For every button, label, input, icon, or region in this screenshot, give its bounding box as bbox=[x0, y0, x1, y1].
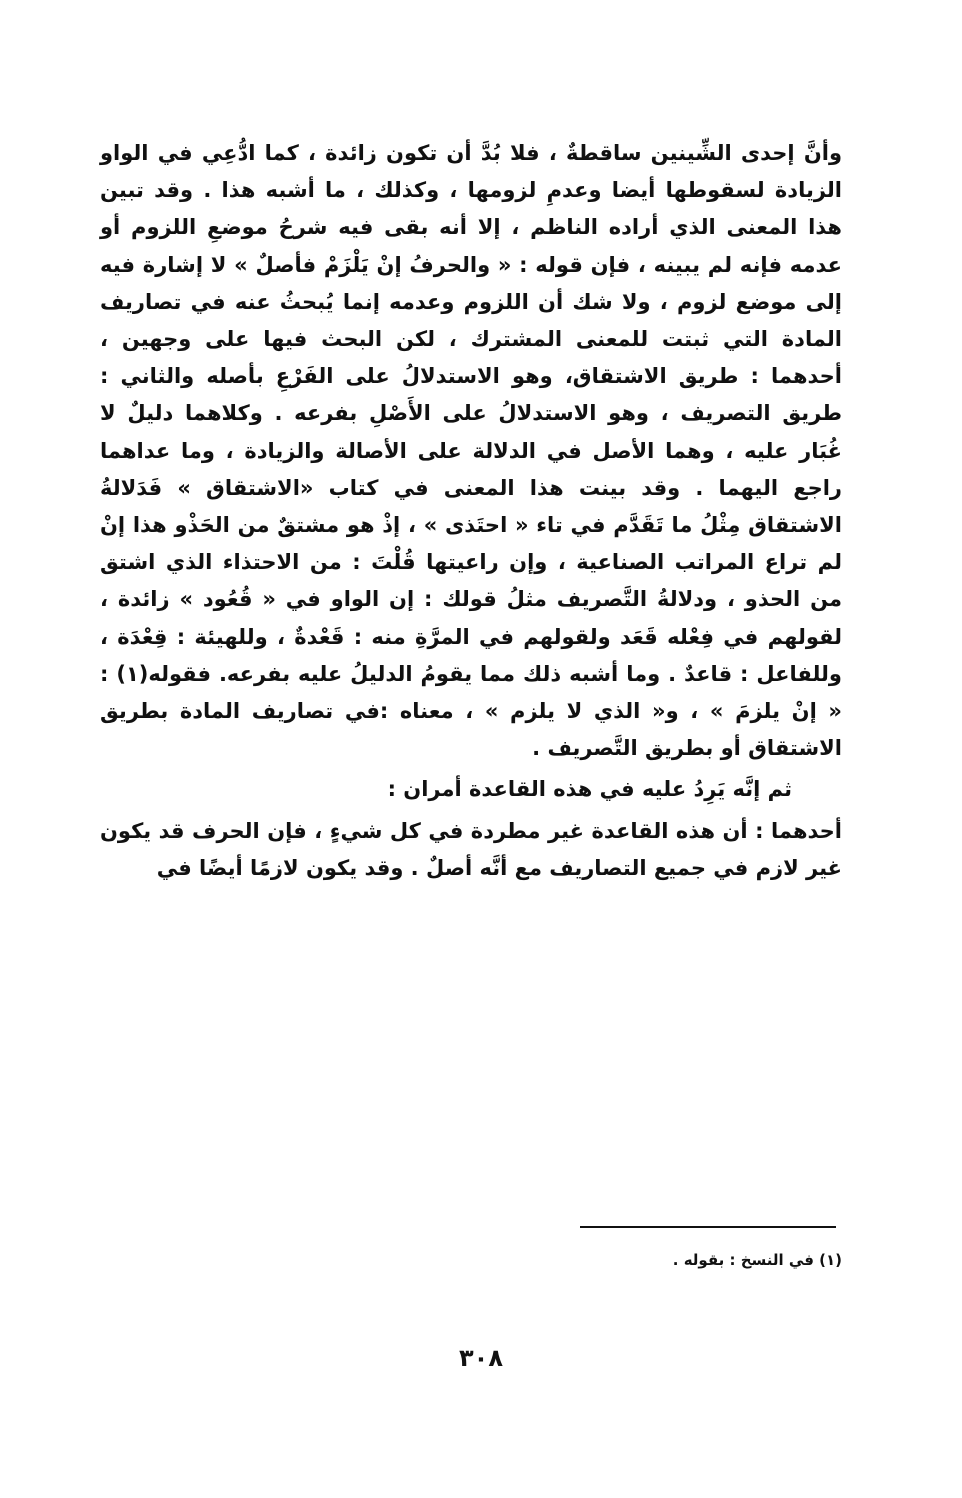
paragraph: أحدهما : أن هذه القاعدة غير مطردة في كل شيءٍ ، فإن الحرف قد يكون غير لازم في جميع التصاريف مع أنَّه أصلٌ . وقد يكون لازمًا أيضًا في bbox=[100, 818, 842, 880]
footnote-separator bbox=[580, 1226, 836, 1228]
main-text bbox=[100, 135, 842, 887]
footnote: (١) في النسخ : بقوله . bbox=[672, 1251, 842, 1269]
page-number: ٣٠٨ bbox=[459, 1344, 503, 1372]
paragraph: ثم إنَّه يَرِدُ عليه في هذه القاعدة أمران : bbox=[387, 777, 792, 802]
paragraph: وأنَّ إحدى الشِّينين ساقطةٌ ، فلا بُدَّ أن تكون زائدة ، كما ادُّعِي في الواو الزيادة لسقوطها أيضا وعدمِ لزومها ، وكذلك ، ما أشبه هذا . وقد تبين هذا المعنى الذي أراده الناظم ، إلا أنه بقى فيه شرحُ موضعِ اللزوم أو عدمه فإنه لم يبينه ، فإن قوله : « والحرفُ إنْ يَلْزَمْ فأصلٌ » لا إشارة فيه إلى موضع لزوم ، ولا شك أن اللزوم وعدمه إنما يُبحثُ عنه في تصاريف المادة التي ثبتت للمعنى المشترك ، لكن البحث فيها على وجهين ، أحدهما : طريق الاشتقاق، وهو الاستدلالُ على الفَرْعِ بأصله والثاني : طريق التصريف ، وهو الاستدلالُ على الأَصْلِ بفرعه . وكلاهما دليلٌ لا غُبَار عليه ، وهما الأصل في الدلالة على الأصالة والزيادة ، وما عداهما راجع اليهما . وقد بينت هذا المعنى في كتاب «الاشتقاق » فَدَلالةُ الاشتقاق مِثْلُ ما تَقَدَّم في تاء « احتَذى » ، إذْ هو مشتقٌ من الحَذْو هذا إنْ لم تراع المراتب الصناعية ، وإن راعيتها قُلْتَ : من الاحتذاء الذي اشتق من الحذو ، ودلالةُ التَّصريف مثلُ قولك : إن الواو في « قُعُود » زائدة ، لقولهم في فِعْله قَعَد ولقولهم في المرَّةِ منه : قَعْدةٌ ، وللهيئة : قِعْدَة ، وللفاعل : قاعدٌ . وما أشبه ذلك مما يقومُ الدليلُ عليه بفرعه. فقوله(١) : « إنْ يلزمَ » ، و« الذي لا يلزم » ، معناه :في تصاريف المادة بطريق الاشتقاق أو بطريق التَّصريف . bbox=[100, 141, 842, 761]
